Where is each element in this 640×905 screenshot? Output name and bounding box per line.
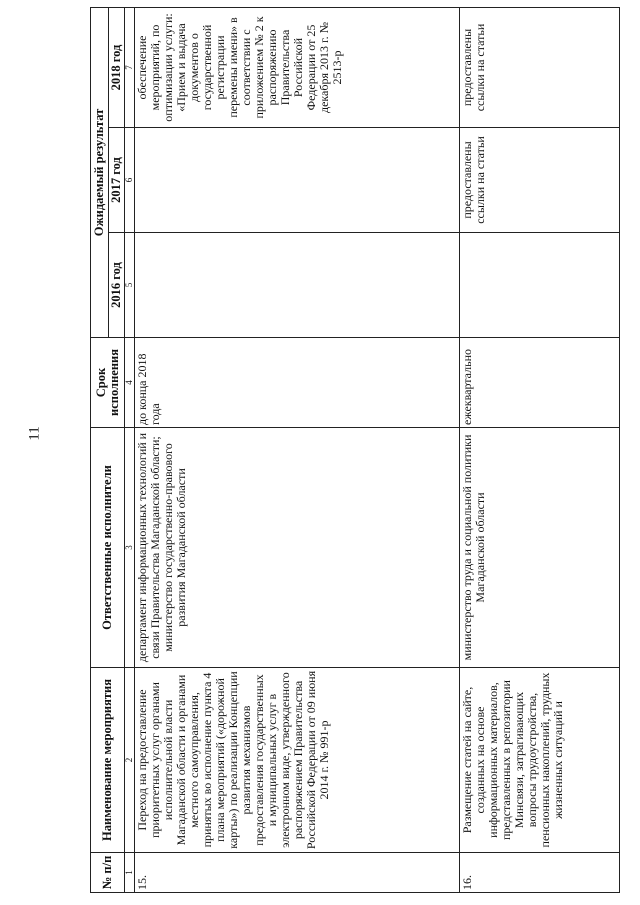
col-number: 3 (125, 428, 135, 668)
header-2017: 2017 год (109, 128, 125, 233)
row-num: 16. (460, 853, 620, 893)
page-number: 11 (26, 426, 43, 441)
row-responsible: министерство труда и социальной политики Магаданской области (460, 428, 620, 668)
table-row (460, 7, 620, 892)
col-number: 4 (125, 338, 135, 428)
row-2017 (135, 128, 460, 233)
header-2018: 2018 год (109, 7, 125, 127)
col-number: 5 (125, 233, 135, 338)
header-2016: 2016 год (109, 233, 125, 338)
col-number: 1 (125, 853, 135, 893)
measures-table (90, 7, 620, 893)
row-deadline: до конца 2018 года (135, 338, 460, 428)
header-num: № п/п (91, 853, 125, 893)
rotated-table-container (90, 8, 620, 893)
row-name: Размещение статей на сайте, созданных на основе информационных материалов, представленных в репозитории Минсвязи, затрагивающих вопросы трудоустройства, пенсионных накоплений, трудных жизненных ситуаций и (460, 668, 620, 853)
row-2017: предоставлены ссылки на статьи (460, 128, 620, 233)
row-num: 15. (135, 853, 460, 893)
row-responsible: департамент информационных технологий и связи Правительства Магаданской области; министерство государственно-правового развития Магаданской области (135, 428, 460, 668)
row-2016 (135, 233, 460, 338)
table-row (135, 7, 460, 892)
col-number: 6 (125, 128, 135, 233)
row-2018: предоставлены ссылки на статьи (460, 7, 620, 127)
header-responsible: Ответственные исполнители (91, 428, 125, 668)
header-expected: Ожидаемый результат (91, 7, 109, 337)
col-number: 7 (125, 7, 135, 127)
row-deadline: ежеквартально (460, 338, 620, 428)
row-2016 (460, 233, 620, 338)
header-deadline: Срок исполнения (91, 338, 125, 428)
row-2018: обеспечение мероприятий, по оптимизации услуги: «Прием и выдача документов о государственной регистрации перемены имени» в соответствии с приложением № 2 к распоряжению Правительства Российской Федерации от 25 декабря 2013 г. № 2513-р (135, 7, 460, 127)
header-name: Наименование мероприятия (91, 668, 125, 853)
col-number: 2 (125, 668, 135, 853)
row-name: Переход на предоставление приоритетных услуг органами исполнительной власти Магаданской области и органами местного самоуправления, принятых во исполнение пункта 4 плана мероприятий («дорожной карты») по реализации Концепции развития механизмов предоставления государственных и муниципальных услуг в электронном виде, утвержденного распоряжением Правительства Российской Федерации от 09 июня 2014 г. № 991-р (135, 668, 460, 853)
